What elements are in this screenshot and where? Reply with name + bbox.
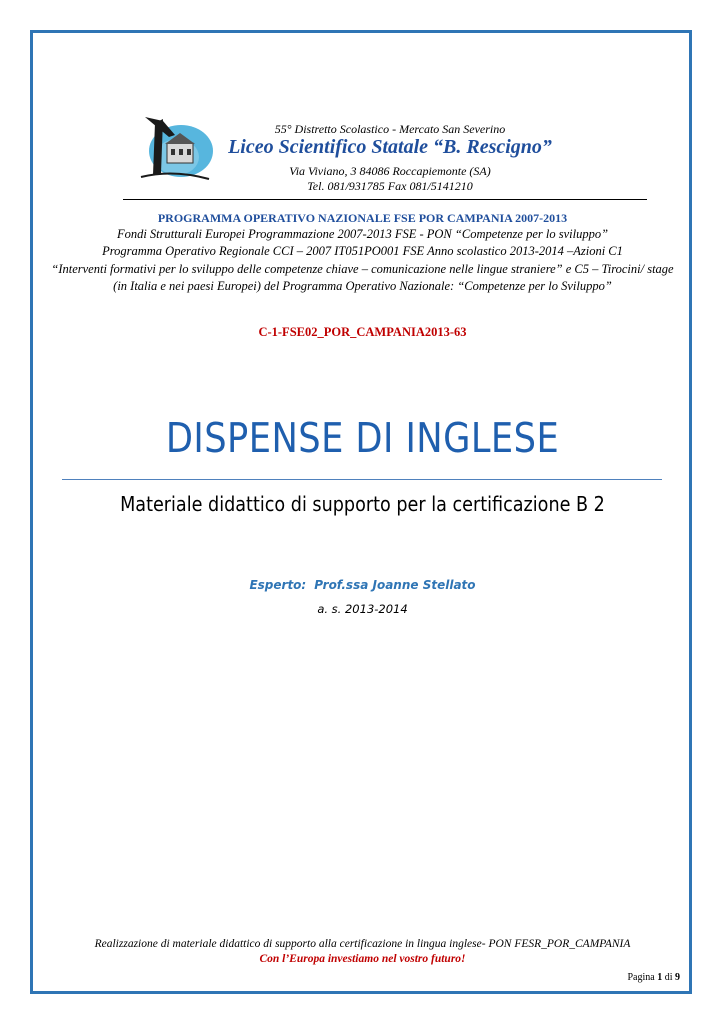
school-name: Liceo Scientifico Statale “B. Rescigno” <box>228 136 552 158</box>
program-line: (in Italia e nei paesi Europei) del Programma Operativo Nazionale: “Competenze per lo Sviluppo” <box>113 279 612 293</box>
title-divider <box>62 479 662 480</box>
page-total: 9 <box>675 972 680 983</box>
school-phone: Tel. 081/931785 Fax 081/5141210 <box>307 179 473 193</box>
document-title: DISPENSE DI INGLESE <box>165 414 560 462</box>
program-line: Fondi Strutturali Europei Programmazione 2007-2013 FSE - PON “Competenze per lo sviluppo” <box>116 227 609 241</box>
school-address: Via Viviano, 3 84086 Roccapiemonte (SA) <box>289 164 491 178</box>
program-line: “Interventi formativi per lo sviluppo delle competenze chiave – comunicazione nelle lingue straniere” e C5 – Tirocini/ stage <box>51 262 674 276</box>
header-divider <box>123 199 647 200</box>
district-line: 55° Distretto Scolastico - Mercato San Severino <box>274 122 506 136</box>
expert-name: Prof.ssa Joanne Stellato <box>314 578 476 592</box>
program-line: Programma Operativo Regionale CCI – 2007 IT051PO001 FSE Anno scolastico 2013-2014 –Azioni C1 <box>102 244 623 258</box>
program-title: PROGRAMMA OPERATIVO NAZIONALE FSE POR CAMPANIA 2007-2013 <box>157 211 568 225</box>
expert-label: Esperto: <box>249 578 307 592</box>
page-current: 1 <box>657 972 663 983</box>
expert-line <box>0 578 725 592</box>
project-code: C-1-FSE02_POR_CAMPANIA2013-63 <box>258 325 467 339</box>
footer-text: Realizzazione di materiale didattico di supporto alla certificazione in lingua inglese- PON FESR_POR_CAMPANIA <box>94 938 631 950</box>
page-sep: di <box>664 972 673 983</box>
school-year: a. s. 2013-2014 <box>317 602 408 616</box>
page-prefix: Pagina <box>627 972 655 983</box>
document-subtitle: Materiale didattico di supporto per la certificazione B 2 <box>120 492 605 516</box>
footer-slogan: Con l’Europa investiamo nel vostro futuro! <box>259 953 466 965</box>
page-number <box>560 972 680 983</box>
